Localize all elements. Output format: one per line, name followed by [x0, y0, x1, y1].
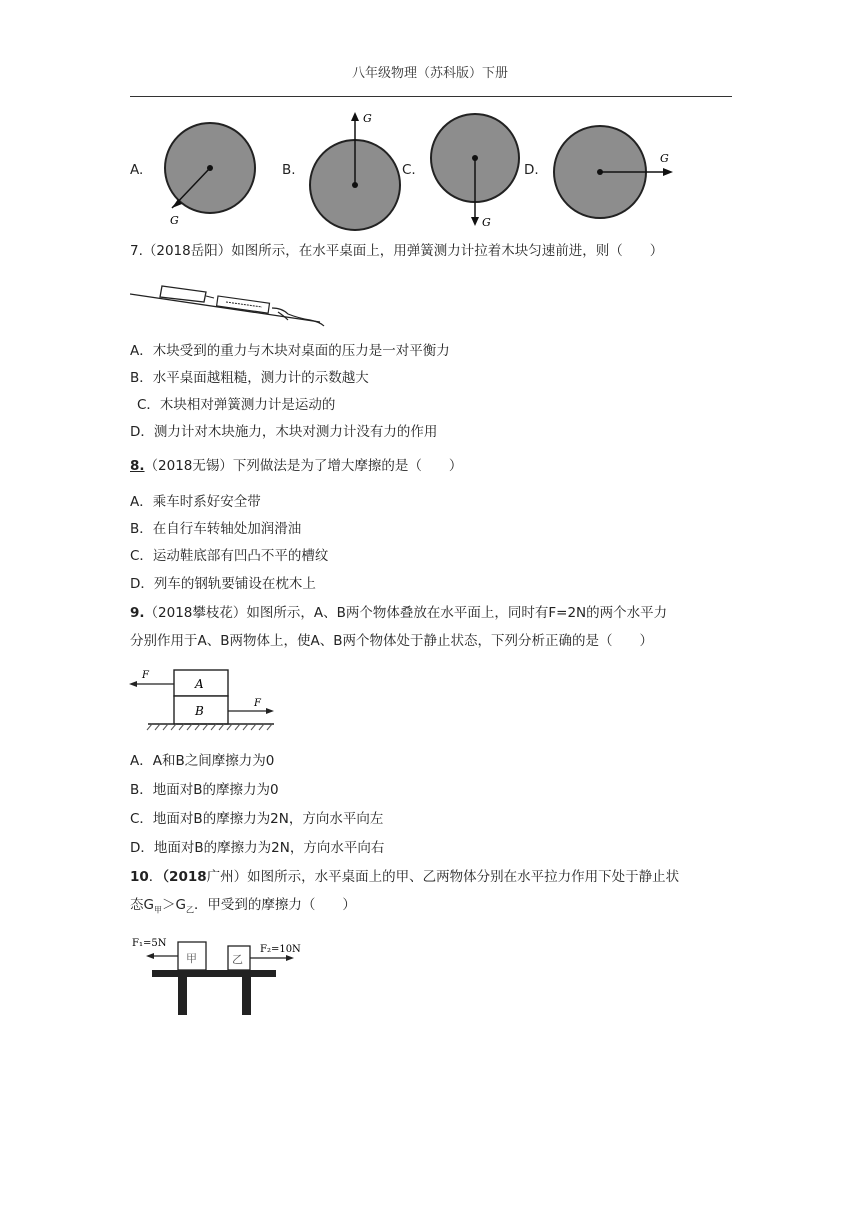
gravity-label: G: [170, 214, 179, 227]
q10-stem-line1: 10．（2018广州）如图所示，水平桌面上的甲、乙两物体分别在水平拉力作用下处于静止状: [130, 869, 680, 885]
gravity-label: G: [482, 216, 491, 229]
subscript-yi: 乙: [185, 905, 194, 915]
q6-option-d-letter: D.: [524, 162, 539, 178]
q10-stem-text-2a: 态G: [130, 897, 154, 913]
force-right-label: F: [254, 698, 261, 709]
q6-option-b-letter: B.: [282, 162, 296, 178]
q10-number: 10: [130, 869, 149, 885]
q9-stem-line1: [130, 604, 667, 622]
gravity-label: G: [363, 112, 372, 125]
q10-stem-text-1: 广州）如图所示，水平桌面上的甲、乙两物体分别在水平拉力作用下处于静止状: [206, 869, 680, 885]
q9-stem-text-1: （2018攀枝花）如图所示，A、B两个物体叠放在水平面上，同时有F=2N的两个水平力: [144, 605, 668, 621]
q8-stem-text: （2018无锡）下列做法是为了增大摩擦的是（ ）: [144, 458, 463, 474]
q7-option-d: D．测力计对木块施力，木块对测力计没有力的作用: [130, 424, 438, 440]
block-yi-label: 乙: [232, 953, 243, 966]
q10-figure: [128, 928, 308, 1020]
q10-stem-text-2b: ＞G: [161, 897, 186, 913]
subscript-jia: 甲: [153, 905, 162, 915]
q7-option-c: C．木块相对弹簧测力计是运动的: [137, 397, 336, 413]
gravity-label: G: [660, 152, 669, 165]
q8-option-c: C．运动鞋底部有凹凸不平的槽纹: [130, 548, 329, 564]
f1-label: F₁=5N: [132, 938, 167, 949]
f2-label: F₂=10N: [260, 944, 301, 955]
q10-stem-text-2c: ．甲受到的摩擦力（ ）: [193, 897, 356, 913]
q6-option-b-figure: [300, 108, 410, 233]
q6-option-a-letter: A.: [130, 162, 144, 178]
q6-option-c-figure: [420, 112, 530, 232]
q9-option-c: C．地面对B的摩擦力为2N，方向水平向左: [130, 811, 384, 827]
q8-stem: [130, 457, 462, 475]
q9-stem-line2: 分别作用于A、B两物体上，使A、B两个物体处于静止状态，下列分析正确的是（ ）: [130, 633, 653, 649]
q10-year: （2018: [162, 869, 207, 885]
q8-option-b: B．在自行车转轴处加润滑油: [130, 521, 302, 537]
block-jia-label: 甲: [186, 952, 197, 965]
q9-figure: [128, 664, 278, 734]
page-header: 八年级物理（苏科版）下册: [351, 66, 508, 81]
header-divider: [130, 96, 732, 97]
q9-option-a: A．A和B之间摩擦力为0: [130, 753, 275, 769]
block-a-label: A: [195, 677, 204, 691]
q8-option-a: A．乘车时系好安全带: [130, 494, 261, 510]
q9-option-d: D．地面对B的摩擦力为2N，方向水平向右: [130, 840, 385, 856]
q9-option-b: B．地面对B的摩擦力为0: [130, 782, 279, 798]
q9-number: 9.: [130, 605, 145, 621]
q10-stem-line2: [130, 896, 356, 920]
q7-stem: 7.（2018岳阳）如图所示，在水平桌面上，用弹簧测力计拉着木块匀速前进，则（ ）: [130, 243, 664, 259]
q7-option-a: A．木块受到的重力与木块对桌面的压力是一对平衡力: [130, 343, 450, 359]
q7-figure: [130, 278, 330, 328]
q6-option-d-figure: [548, 118, 688, 228]
q8-number: 8.: [130, 458, 145, 474]
force-left-label: F: [142, 670, 149, 681]
block-b-label: B: [195, 704, 204, 718]
q6-option-c-letter: C.: [402, 162, 416, 178]
q7-option-b: B．水平桌面越粗糙，测力计的示数越大: [130, 370, 369, 386]
q6-option-a-figure: [150, 120, 270, 230]
q8-option-d: D．列车的钢轨要铺设在枕木上: [130, 576, 316, 592]
